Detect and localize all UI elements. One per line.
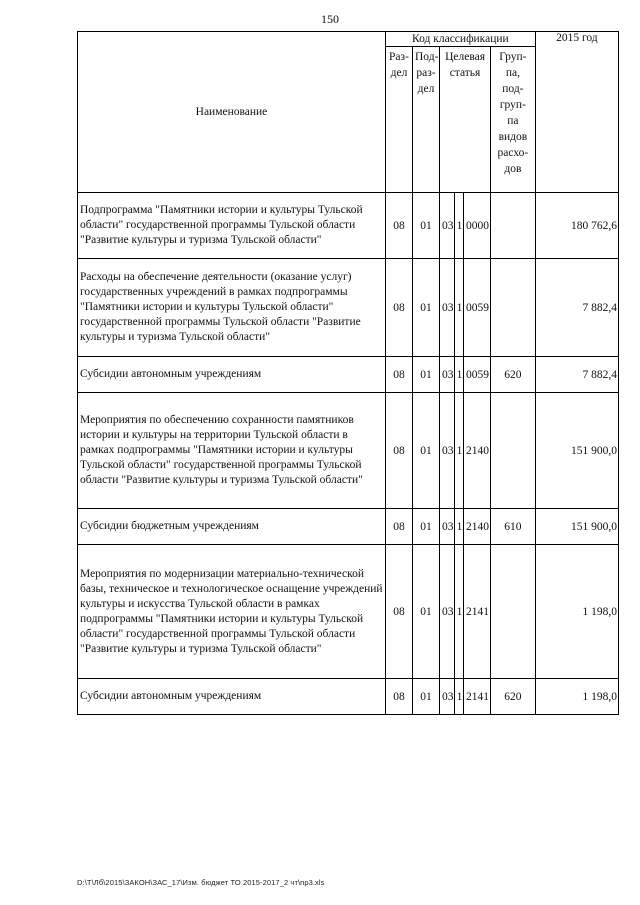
row-sum-2015: 151 900,0 [535,393,618,509]
row-sum-2015: 180 762,6 [535,193,618,259]
header-razdel: Раз- дел [385,47,412,193]
row-sum-2015: 7 882,4 [535,259,618,357]
row-name: Мероприятия по модернизации материально-технической базы, техническое и технологическое оснащение учреждений культуры и искусства Тульской области в рамках подпрограммы "Памятники истории и культуры Тульской области" государственной программы Тульской области "Развитие культуры и туризма Тульской области" [78,545,386,679]
row-razdel: 08 [385,193,412,259]
budget-table [77,31,619,715]
header-kod: Код классификации [385,32,535,47]
row-podrazdel: 01 [413,357,440,393]
header-name: Наименование [78,32,386,193]
file-path-footer: D:\Т\Лб\2015\ЗАКОН\ЗАС_17\Изм. бюджет ТО 2015-2017_2 чт\пр3.xls [77,878,325,887]
row-gruppa: 620 [491,679,536,715]
row-razdel: 08 [385,259,412,357]
row-target-program: 03 [440,393,455,509]
row-razdel: 08 [385,509,412,545]
row-name: Расходы на обеспечение деятельности (оказание услуг) государственных учреждений в рамках подпрограммы "Памятники истории и культуры Тульской области" государственной программы Тульской области "Развитие культуры и туризма Тульской области" [78,259,386,357]
row-razdel: 08 [385,679,412,715]
row-target-direction: 0000 [463,193,490,259]
table-row [78,357,619,393]
header-year: 2015 год [535,32,618,193]
row-razdel: 08 [385,393,412,509]
table-row [78,193,619,259]
row-sum-2015: 1 198,0 [535,679,618,715]
row-podrazdel: 01 [413,393,440,509]
row-podrazdel: 01 [413,679,440,715]
row-gruppa [491,545,536,679]
row-target-subprogram: 1 [454,679,463,715]
row-podrazdel: 01 [413,509,440,545]
table-row [78,509,619,545]
header-gruppa: Груп- па, под- груп- па видов расхо- дов [491,47,536,193]
row-target-direction: 2140 [463,509,490,545]
row-target-program: 03 [440,509,455,545]
table-row [78,545,619,679]
row-target-direction: 2140 [463,393,490,509]
row-target-subprogram: 1 [454,259,463,357]
row-name: Субсидии бюджетным учреждениям [78,509,386,545]
row-target-program: 03 [440,545,455,679]
row-target-subprogram: 1 [454,545,463,679]
row-name: Мероприятия по обеспечению сохранности памятников истории и культуры на территории Тульской области в рамках подпрограммы "Памятники истории и культуры Тульской области" государственной программы Тульской области "Развитие культуры и туризма Тульской области" [78,393,386,509]
table-row [78,679,619,715]
row-gruppa [491,259,536,357]
row-razdel: 08 [385,545,412,679]
row-sum-2015: 151 900,0 [535,509,618,545]
table-body [78,193,619,715]
row-podrazdel: 01 [413,259,440,357]
row-target-subprogram: 1 [454,193,463,259]
row-target-subprogram: 1 [454,509,463,545]
row-podrazdel: 01 [413,193,440,259]
row-gruppa [491,393,536,509]
row-gruppa: 610 [491,509,536,545]
header-tselevaya: Целевая статья [440,47,491,193]
row-target-direction: 2141 [463,545,490,679]
table-row [78,393,619,509]
page-number: 150 [321,12,339,26]
row-name: Подпрограмма "Памятники истории и культуры Тульской области" государственной программы Тульской области "Развитие культуры и туризма Тульской области" [78,193,386,259]
row-gruppa: 620 [491,357,536,393]
row-target-subprogram: 1 [454,357,463,393]
table-row [78,259,619,357]
row-target-program: 03 [440,679,455,715]
row-target-direction: 2141 [463,679,490,715]
header-row-top [78,32,619,47]
row-name: Субсидии автономным учреждениям [78,357,386,393]
header-podrazdel: Под- раз- дел [413,47,440,193]
row-target-program: 03 [440,193,455,259]
row-sum-2015: 7 882,4 [535,357,618,393]
row-gruppa [491,193,536,259]
row-podrazdel: 01 [413,545,440,679]
row-target-program: 03 [440,259,455,357]
row-sum-2015: 1 198,0 [535,545,618,679]
row-target-subprogram: 1 [454,393,463,509]
row-target-program: 03 [440,357,455,393]
row-razdel: 08 [385,357,412,393]
row-name: Субсидии автономным учреждениям [78,679,386,715]
row-target-direction: 0059 [463,357,490,393]
row-target-direction: 0059 [463,259,490,357]
